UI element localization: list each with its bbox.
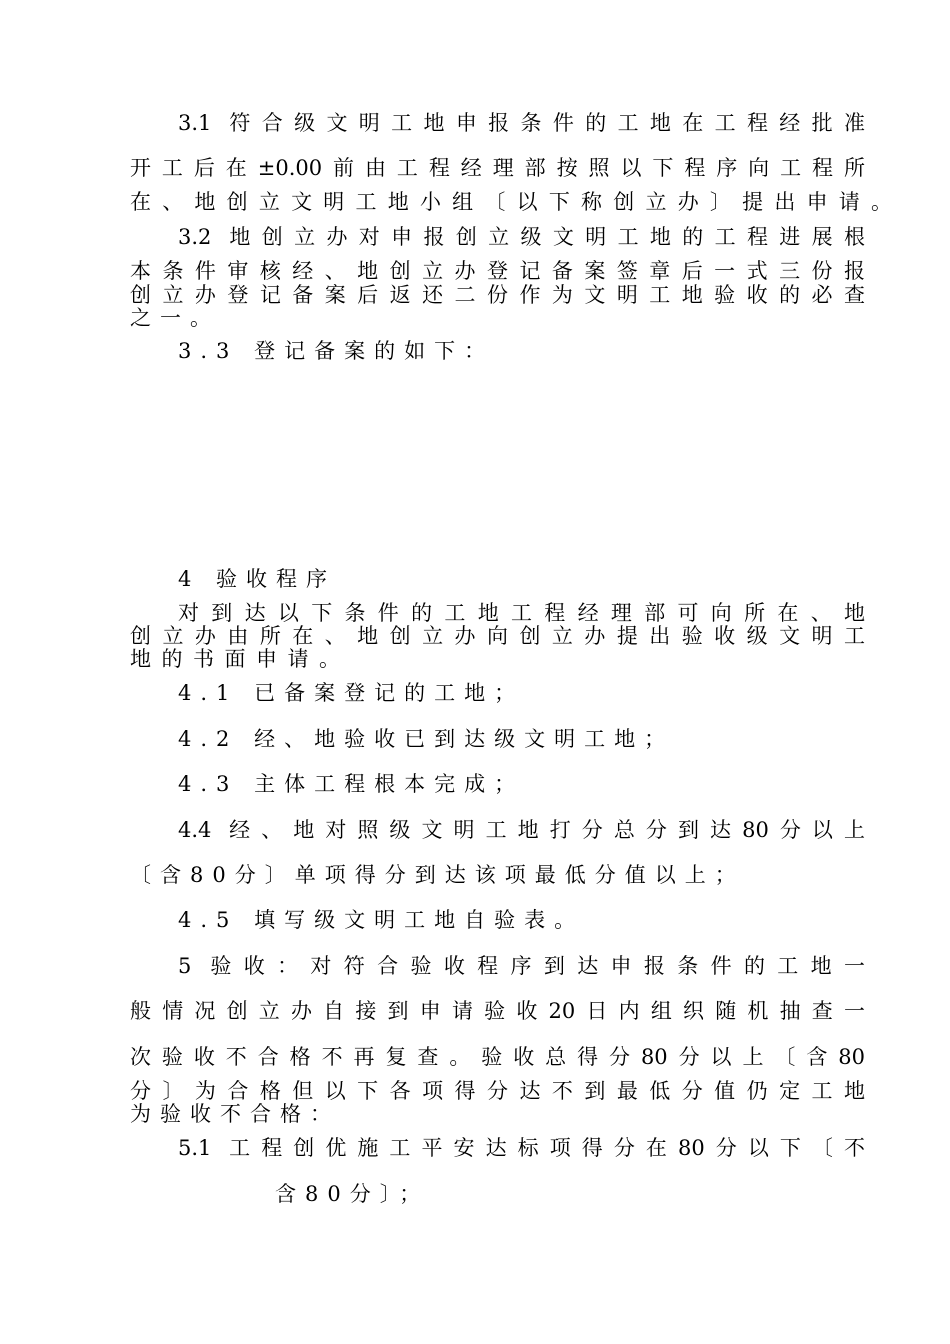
clause-4-4-line-1: 4.4 经、地对照级文明工地打分总分到达80分以上 [178,818,865,842]
section-5-line-3: 次验收不合格不再复查。验收总得分80分以上〔含80 [130,1045,865,1069]
clause-4-2: 4.2 经、地验收已到达级文明工地； [178,727,675,751]
clause-4-3: 4.3 主体工程根本完成； [178,772,525,796]
section-4-intro-line-3: 地的书面申请。 [130,647,351,671]
section-5-line-1: 5 验收：对符合验收程序到达申报条件的工地一 [178,954,865,978]
section-5-line-4: 分〕为合格但以下各项得分达不到最低分值仍定工地 [130,1079,865,1103]
section-4-intro-line-2: 创立办由所在、地创立办向创立办提出验收级文明工 [130,624,865,648]
clause-4-1: 4.1 已备案登记的工地； [178,681,525,705]
section-5-line-5: 为验收不合格： [130,1102,340,1126]
clause-4-5: 4.5 填写级文明工地自验表。 [178,908,585,932]
clause-3-1-line-1: 3.1 符合级文明工地申报条件的工地在工程经批准 [178,111,865,135]
clause-3-2-line-4: 之一。 [130,306,220,330]
clause-5-1-line-1: 5.1 工程创优施工平安达标项得分在80分以下〔不 [178,1136,865,1160]
section-4-heading: 4 验收程序 [178,567,337,591]
clause-3-2-line-1: 3.2 地创立办对申报创立级文明工地的工程进展根 [178,225,865,249]
clause-3-1-line-3: 在、地创立文明工地小组〔以下称创立办〕提出申请。 [130,190,892,214]
section-5-line-2: 般情况创立办自接到申请验收20日内组织随机抽查一 [130,999,865,1023]
clause-5-1-line-2: 含80分〕； [275,1182,430,1206]
section-4-intro-line-1: 对到达以下条件的工地工程经理部可向所在、地 [178,601,865,625]
clause-3-3: 3.3 登记备案的如下： [178,339,495,363]
clause-3-2-line-3: 创立办登记备案后返还二份作为文明工地验收的必查 [130,283,865,307]
clause-4-4-line-2: 〔含80分〕单项得分到达该项最低分值以上； [130,863,745,887]
clause-3-2-line-2: 本条件审核经、地创立办登记备案签章后一式三份报 [130,259,865,283]
clause-3-1-line-2: 开工后在±0.00前由工程经理部按照以下程序向工程所 [130,156,865,180]
